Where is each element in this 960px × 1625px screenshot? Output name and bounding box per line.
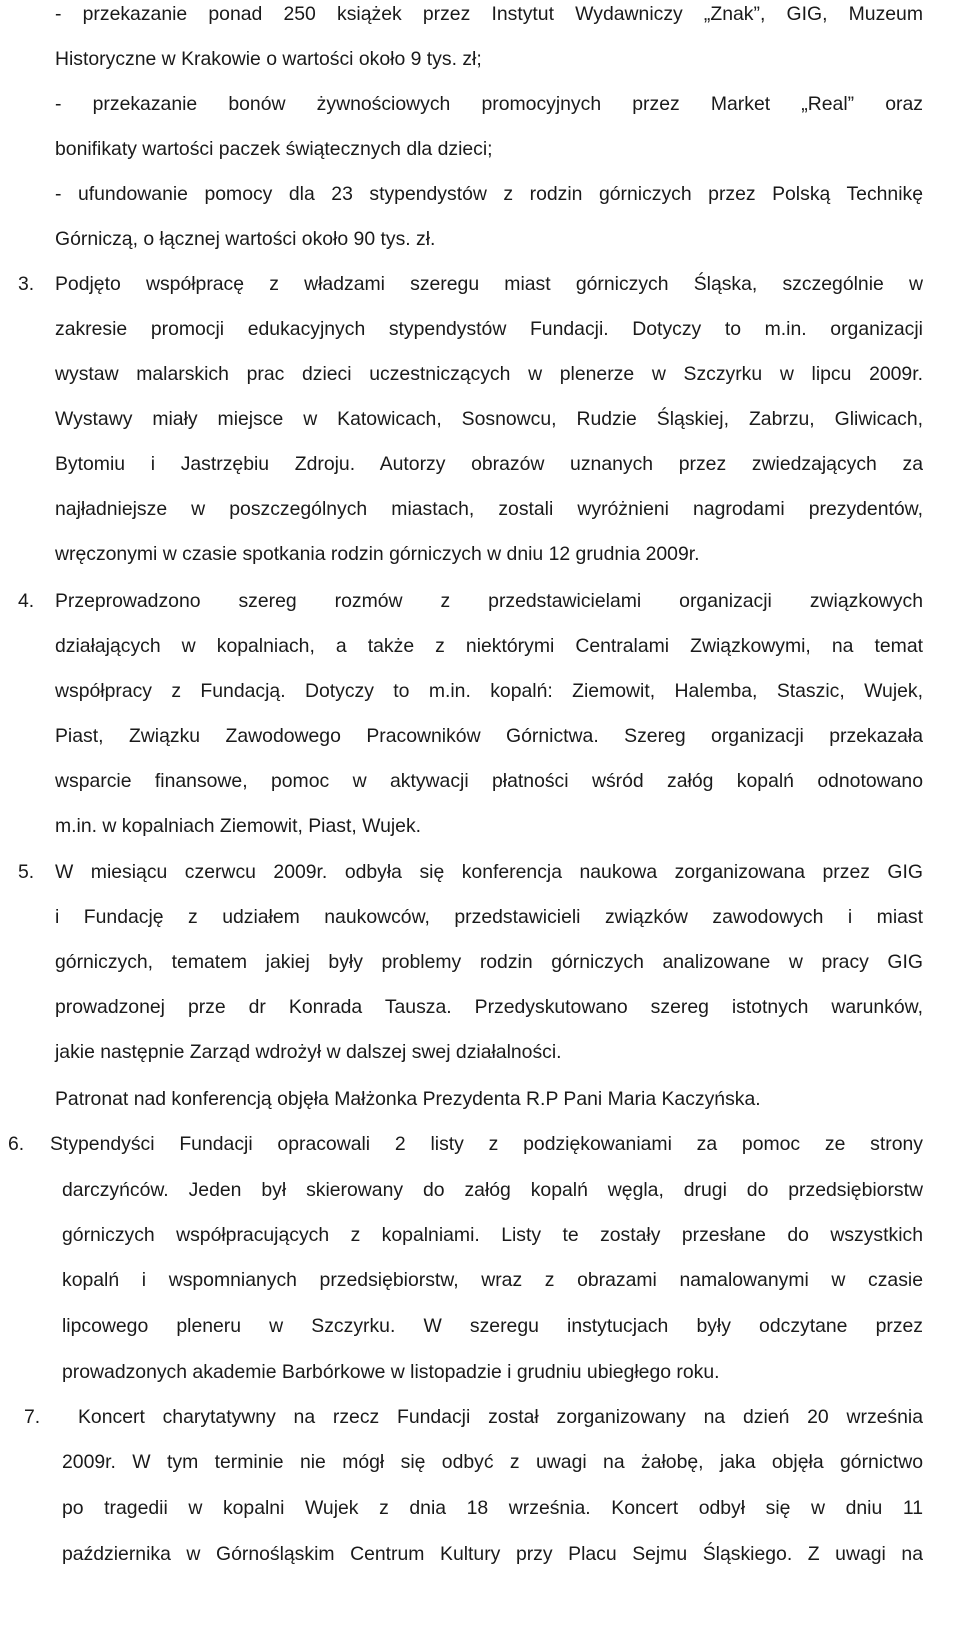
item-number: 5. [18, 861, 35, 883]
intro-line: Górniczą, o łącznej wartości około 90 tys. zł. [55, 228, 436, 250]
item-line: zakresie promocji edukacyjnych stypendystów Fundacji. Dotyczy to m.in. organizacji [55, 318, 923, 340]
item-line: i Fundację z udziałem naukowców, przedstawicieli związków zawodowych i miast [55, 906, 923, 928]
item-line: Koncert charytatywny na rzecz Fundacji został zorganizowany na dzień 20 września [78, 1406, 923, 1428]
item-line: darczyńców. Jeden był skierowany do załóg kopalń węgla, drugi do przedsiębiorstw [62, 1179, 923, 1201]
item-line: Bytomiu i Jastrzębiu Zdroju. Autorzy obrazów uznanych przez zwiedzających za [55, 453, 923, 475]
item-line: wystaw malarskich prac dzieci uczestniczących w plenerze w Szczyrku w lipcu 2009r. [55, 363, 923, 385]
item-line: m.in. w kopalniach Ziemowit, Piast, Wujek. [55, 815, 422, 837]
intro-line: - ufundowanie pomocy dla 23 stypendystów z rodzin górniczych przez Polską Technikę [55, 183, 923, 205]
item-line: Patronat nad konferencją objęła Małżonka Prezydenta R.P Pani Maria Kaczyńska. [55, 1088, 761, 1110]
item-number: 7. [24, 1406, 41, 1428]
item-line: prowadzonych akademie Barbórkowe w listopadzie i grudniu ubiegłego roku. [62, 1361, 720, 1383]
item-line: Przeprowadzono szereg rozmów z przedstawicielami organizacji związkowych [55, 590, 923, 612]
item-line: górniczych, tematem jakiej były problemy rodzin górniczych analizowane w pracy GIG [55, 951, 923, 973]
item-line: wręczonymi w czasie spotkania rodzin górniczych w dniu 12 grudnia 2009r. [55, 543, 700, 565]
item-line: wsparcie finansowe, pomoc w aktywacji płatności wśród załóg kopalń odnotowano [55, 770, 923, 792]
item-line: Stypendyści Fundacji opracowali 2 listy z podziękowaniami za pomoc ze strony [50, 1133, 923, 1155]
item-line: Wystawy miały miejsce w Katowicach, Sosnowcu, Rudzie Śląskiej, Zabrzu, Gliwicach, [55, 408, 923, 430]
item-number: 3. [18, 273, 35, 295]
item-line: kopalń i wspomnianych przedsiębiorstw, wraz z obrazami namalowanymi w czasie [62, 1269, 923, 1291]
item-number: 4. [18, 590, 35, 612]
item-line: współpracy z Fundacją. Dotyczy to m.in. kopalń: Ziemowit, Halemba, Staszic, Wujek, [55, 680, 923, 702]
intro-line: - przekazanie bonów żywnościowych promocyjnych przez Market „Real” oraz [55, 93, 923, 115]
item-line: lipcowego pleneru w Szczyrku. W szeregu instytucjach były odczytane przez [62, 1315, 923, 1337]
item-line: działających w kopalniach, a także z niektórymi Centralami Związkowymi, na temat [55, 635, 923, 657]
item-line: 2009r. W tym terminie nie mógł się odbyć z uwagi na żałobę, jaka objęła górnictwo [62, 1451, 923, 1473]
item-number: 6. [8, 1133, 25, 1155]
item-line: jakie następnie Zarząd wdrożył w dalszej swej działalności. [55, 1041, 562, 1063]
item-line: najładniejsze w poszczególnych miastach, zostali wyróżnieni nagrodami prezydentów, [55, 498, 923, 520]
item-line: Podjęto współpracę z władzami szeregu miast górniczych Śląska, szczególnie w [55, 273, 923, 295]
intro-line: Historyczne w Krakowie o wartości około 9 tys. zł; [55, 48, 482, 70]
intro-line: bonifikaty wartości paczek świątecznych dla dzieci; [55, 138, 493, 160]
item-line: Piast, Związku Zawodowego Pracowników Górnictwa. Szereg organizacji przekazała [55, 725, 923, 747]
item-line: prowadzonej prze dr Konrada Tausza. Przedyskutowano szereg istotnych warunków, [55, 996, 923, 1018]
item-line: października w Górnośląskim Centrum Kultury przy Placu Sejmu Śląskiego. Z uwagi na [62, 1543, 923, 1565]
item-line: po tragedii w kopalni Wujek z dnia 18 września. Koncert odbył się w dniu 11 [62, 1497, 923, 1519]
item-line: W miesiącu czerwcu 2009r. odbyła się konferencja naukowa zorganizowana przez GIG [55, 861, 923, 883]
item-line: górniczych współpracujących z kopalniami. Listy te zostały przesłane do wszystkich [62, 1224, 923, 1246]
intro-line: - przekazanie ponad 250 książek przez Instytut Wydawniczy „Znak”, GIG, Muzeum [55, 3, 923, 25]
